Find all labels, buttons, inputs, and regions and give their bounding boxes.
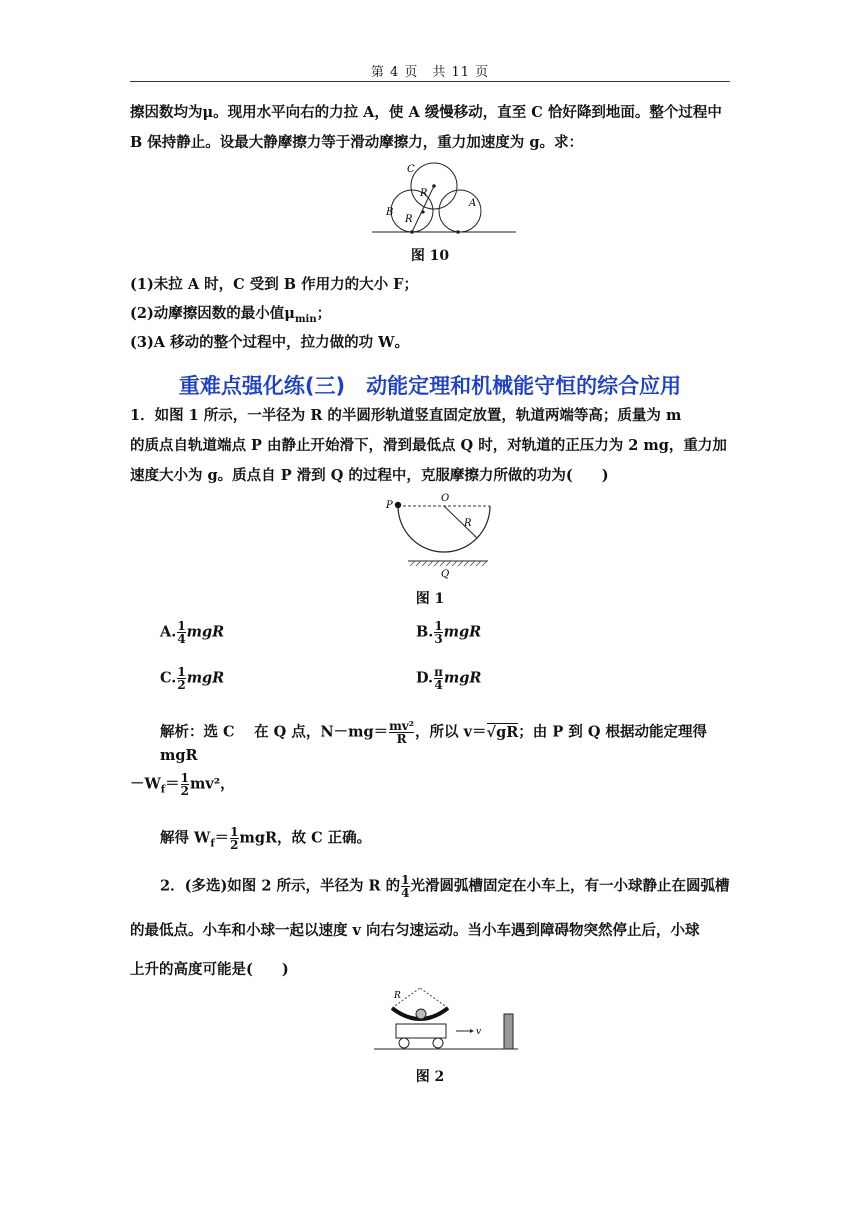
option-b[interactable]: B. $\frac{1}{3}$ mgR [416, 619, 482, 646]
question-2: (2)动摩擦因数的最小值$\mu_{min}$； [130, 305, 332, 325]
problem-2-line-2: 的最低点。小车和小球一起以速度 v 向右匀速运动。当小车遇到障碍物突然停止后，小球 [130, 922, 700, 939]
problem-1-line-2: 的质点自轨道端点 P 由静止开始滑下，滑到最低点 Q 时，对轨道的正压力为 2 mg，重力加 [130, 437, 727, 454]
label-a: A [469, 198, 477, 209]
solution-line-3: 解得 $W_f=$ $\frac{1}{2}$ mgR，故 C 正确。 [160, 825, 372, 852]
intro-line-1: 擦因数均为μ。现用水平向右的力拉 A，使 A 缓慢移动，直至 C 恰好降到地面。整个过程中 [130, 104, 722, 121]
label-r-bottom: R [405, 214, 413, 225]
solution-line-1: 解析：选 C 在 Q 点，N－mg＝ $\frac{\text{mv²}}{R}$ ，所以 v＝√gR；由 P 到 Q 根据动能定理得 mgR [160, 719, 707, 764]
label-b: B [386, 207, 394, 218]
option-c[interactable]: C. $\frac{1}{2}$ mgR [160, 665, 225, 692]
label-v: v [476, 1027, 482, 1037]
problem-2-line-3: 上升的高度可能是( ) [130, 961, 289, 978]
problem-1-line-3: 速度大小为 g。质点自 P 滑到 Q 的过程中，克服摩擦力所做的功为( ) [130, 467, 609, 484]
figure-10-caption: 图 10 [410, 248, 450, 264]
question-3: (3)A 移动的整个过程中，拉力做的功 W。 [130, 334, 409, 351]
label-r-top: R [420, 188, 428, 199]
section-title: 重难点强化练(三) 动能定理和机械能守恒的综合应用 [178, 374, 682, 398]
label-r: R [464, 518, 472, 529]
label-p: P [386, 500, 393, 511]
figure-10 [370, 158, 520, 240]
question-1: (1)未拉 A 时，C 受到 B 作用力的大小 F； [130, 276, 418, 293]
problem-1-line-1: 1．如图 1 所示，一半径为 R 的半圆形轨道竖直固定放置，轨道两端等高；质量为 m [130, 407, 682, 424]
label-c: C [407, 164, 415, 175]
option-a[interactable]: A. $\frac{1}{4}$ mgR [160, 619, 225, 646]
header-rule [130, 81, 730, 82]
label-o: O [441, 493, 450, 504]
label-r: R [394, 991, 401, 1001]
problem-2-line-1: 2．(多选)如图 2 所示，半径为 R 的 $\frac{1}{4}$ 光滑圆弧槽固定在小车上，有一小球静止在圆弧槽 [160, 873, 730, 900]
solution-line-2: $-W_f=$ $\frac{1}{2}$ mv²， [130, 771, 235, 798]
figure-1 [380, 490, 500, 582]
label-q: Q [441, 569, 450, 580]
option-d[interactable]: D. $\frac{\pi}{4}$ mgR [416, 665, 482, 692]
figure-2 [372, 984, 520, 1054]
page-header: 第 4 页 共 11 页 [370, 65, 490, 80]
figure-2-caption: 图 2 [415, 1069, 445, 1085]
figure-1-caption: 图 1 [415, 591, 445, 607]
intro-line-2: B 保持静止。设最大静摩擦力等于滑动摩擦力，重力加速度为 g。求： [130, 134, 583, 151]
